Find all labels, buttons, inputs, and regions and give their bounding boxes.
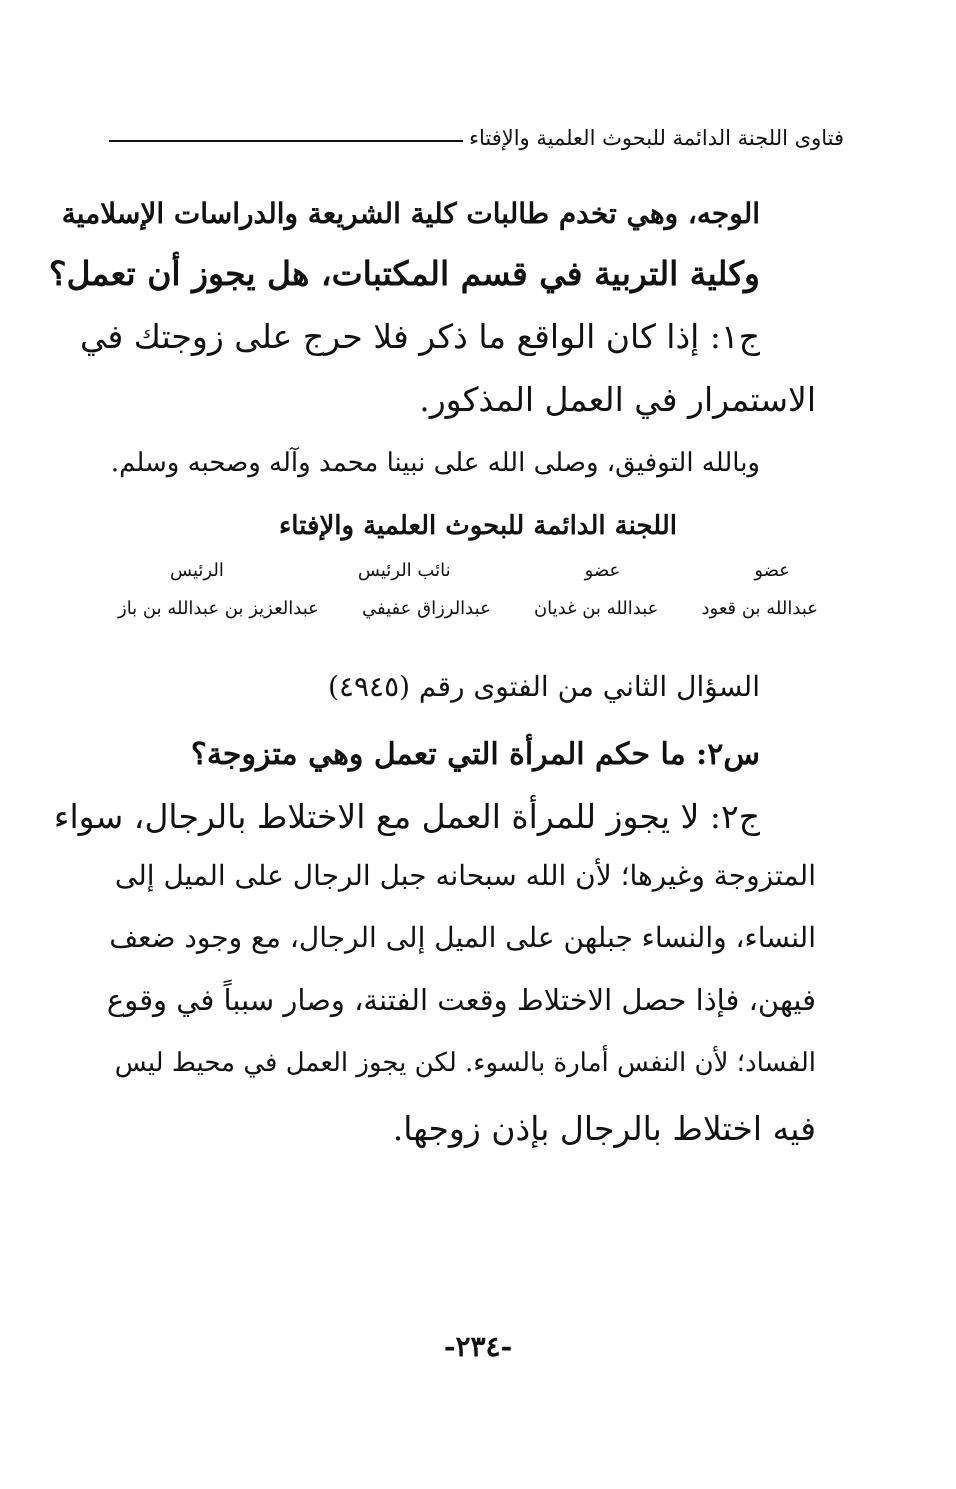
answer2-line-1: ج٢: لا يجوز للمرأة العمل مع الاختلاط بالرجال، سواء — [53, 797, 760, 836]
page-number: -٢٣٤- — [443, 1330, 513, 1363]
role-member-2: عضو — [584, 560, 621, 581]
answer1-line-1: ج١: إذا كان الواقع ما ذكر فلا حرج على زوجتك في — [79, 317, 760, 356]
running-title: فتاوى اللجنة الدائمة للبحوث العلمية والإفتاء — [469, 126, 844, 150]
committee-name: اللجنة الدائمة للبحوث العلمية والإفتاء — [279, 511, 677, 541]
answer2-line-3: النساء، والنساء جبلهن على الميل إلى الرجال، مع وجود ضعف — [109, 921, 816, 954]
role-chairman: الرئيس — [170, 560, 224, 581]
closing-prayer: وبالله التوفيق، وصلى الله على نبينا محمد وآله وصحبه وسلم. — [110, 448, 760, 478]
member-name-3: عبدالرزاق عفيفي — [362, 598, 491, 619]
question1-line-1: الوجه، وهي تخدم طالبات كلية الشريعة والدراسات الإسلامية — [61, 197, 760, 230]
running-header — [109, 126, 844, 150]
answer2-line-6: فيه اختلاط بالرجال بإذن زوجها. — [392, 1109, 816, 1148]
fatwa-reference: السؤال الثاني من الفتوى رقم (٤٩٤٥) — [328, 670, 760, 703]
signature-roles — [170, 562, 790, 580]
member-name-4: عبدالعزيز بن عبدالله بن باز — [118, 598, 319, 619]
question2: س٢: ما حكم المرأة التي تعمل وهي متزوجة؟ — [190, 737, 760, 772]
header-rule — [109, 140, 463, 142]
member-name-1: عبدالله بن قعود — [701, 598, 818, 619]
role-vice-chairman: نائب الرئيس — [357, 560, 451, 581]
answer2-line-4: فيهن، فإذا حصل الاختلاط وقعت الفتنة، وصار سبباً في وقوع — [106, 983, 816, 1017]
signature-names — [118, 600, 818, 618]
question1-line-2: وكلية التربية في قسم المكتبات، هل يجوز أن تعمل؟ — [49, 254, 760, 293]
answer2-line-5: الفساد؛ لأن النفس أمارة بالسوء. لكن يجوز العمل في محيط ليس — [114, 1048, 816, 1078]
answer2-line-2: المتزوجة وغيرها؛ لأن الله سبحانه جبل الرجال على الميل إلى — [114, 859, 816, 892]
answer1-line-2: الاستمرار في العمل المذكور. — [419, 380, 816, 419]
member-name-2: عبدالله بن غديان — [533, 598, 659, 619]
role-member-1: عضو — [754, 560, 790, 581]
